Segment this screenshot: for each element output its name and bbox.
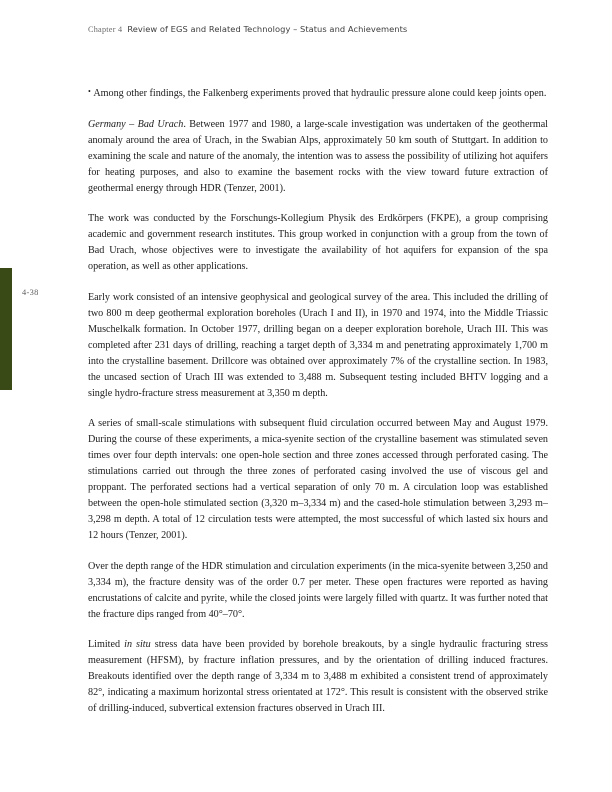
bullet-marker-icon: • bbox=[88, 87, 91, 96]
paragraph-stress-data bbox=[88, 637, 548, 717]
running-header bbox=[88, 19, 548, 37]
paragraph-stress-lead: Limited bbox=[88, 639, 125, 650]
paragraph-fracture-density: Over the depth range of the HDR stimulation and circulation experiments (in the mica-syenite between 3,250 and 3,334 m), the fracture density was of the order 0.7 per meter. These open fractures were reported as having encrustations of calcite and pyrite, while the closed joints were largely filled with quartz. It was further noted that the fracture dips ranged from 40°–70°. bbox=[88, 560, 548, 620]
paragraph-stress-rest: stress data have been provided by borehole breakouts, by a single hydraulic fracturing stress measurement (HFSM), by fracture inflation pressures, and by the orientation of drilling induced fractures. Breakouts identified over the depth range of 3,334 m to 3,488 m exhibited a consistent trend of approximately 82°, indicating a maximum horizontal stress orientated at 172°. This result is consistent with the observed strike of drilling-induced, subvertical extension fractures observed in Urach III. bbox=[88, 639, 549, 714]
text-column bbox=[88, 84, 548, 717]
header-chapter-label: Chapter 4 bbox=[88, 25, 123, 34]
header-title: Review of EGS and Related Technology – Status and Achievements bbox=[127, 24, 408, 34]
bullet-item-text: Among other findings, the Falkenberg experiments proved that hydraulic pressure alone could keep joints open. bbox=[93, 88, 547, 99]
paragraph-fkpe: The work was conducted by the Forschungs-Kollegium Physik des Erdkörpers (FKPE), a group comprising academic and government research institutes. This group worked in conjunction with a group from the town of Bad Urach, whose objectives were to investigate the availability of hot aquifers for expansion of the spa operation, as well as other applications. bbox=[88, 213, 548, 272]
bullet-item bbox=[88, 84, 548, 102]
paragraph-stimulations: A series of small-scale stimulations with subsequent fluid circulation occurred between May and August 1979. During the course of these experiments, a mica-syenite section of the crystalline basement was stimulated seven times over four depth intervals: one open-hole section and three zones accessed through perforated casing. The stimulations carried out through the three zones of perforated casing involved the use of viscous gel and proppant. The perforated sections had a vertical separation of only 70 m. A circulation loop was established between the open-hole stimulated section (3,320 m–3,334 m) and the cased-hole stimulation between 3,293 m–3,298 m depth. A total of 12 circulation tests were attempted, the most successful of which lasted six hours and 12 hours (Tenzer, 2001). bbox=[88, 418, 548, 541]
paragraph-germany-text: . Between 1977 and 1980, a large-scale investigation was undertaken of the geothermal anomaly around the area of Urach, in the Swabian Alps, approximately 50 km south of Stuttgart. In addition to examining the scale and nature of the anomaly, the intention was to assess the possibility of utilizing hot aquifers for heating purposes, and also to examine the basement rocks with the view toward future extraction of geothermal energy through HDR (Tenzer, 2001). bbox=[88, 118, 548, 194]
paragraph-early-work: Early work consisted of an intensive geophysical and geological survey of the area. This included the drilling of two 800 m deep geothermal exploration boreholes (Urach I and II), in 1970 and 1974, into the Middle Triassic Muschelkalk formation. In October 1977, drilling began on a deeper exploration borehole, Urach III. This was completed after 231 days of drilling, reaching a target depth of 3,334 m and penetrating approximately 1,700 m into the crystalline basement. Drillcore was obtained over approximately 7% of the crystalline section. In 1983, the uncased section of Urach III was extended to 3,488 m. Subsequent testing included BHTV logging and a single hydro-fracture stress measurement at 3,350 m depth. bbox=[88, 291, 548, 399]
page-edge-thumb-tab bbox=[0, 268, 12, 390]
page-folio-number: 4-38 bbox=[22, 288, 39, 297]
paragraph-germany-bad-urach bbox=[88, 117, 548, 197]
paragraph-runin-heading: Germany – Bad Urach bbox=[88, 118, 184, 130]
paragraph-stress-italic-term: in situ bbox=[124, 639, 151, 650]
